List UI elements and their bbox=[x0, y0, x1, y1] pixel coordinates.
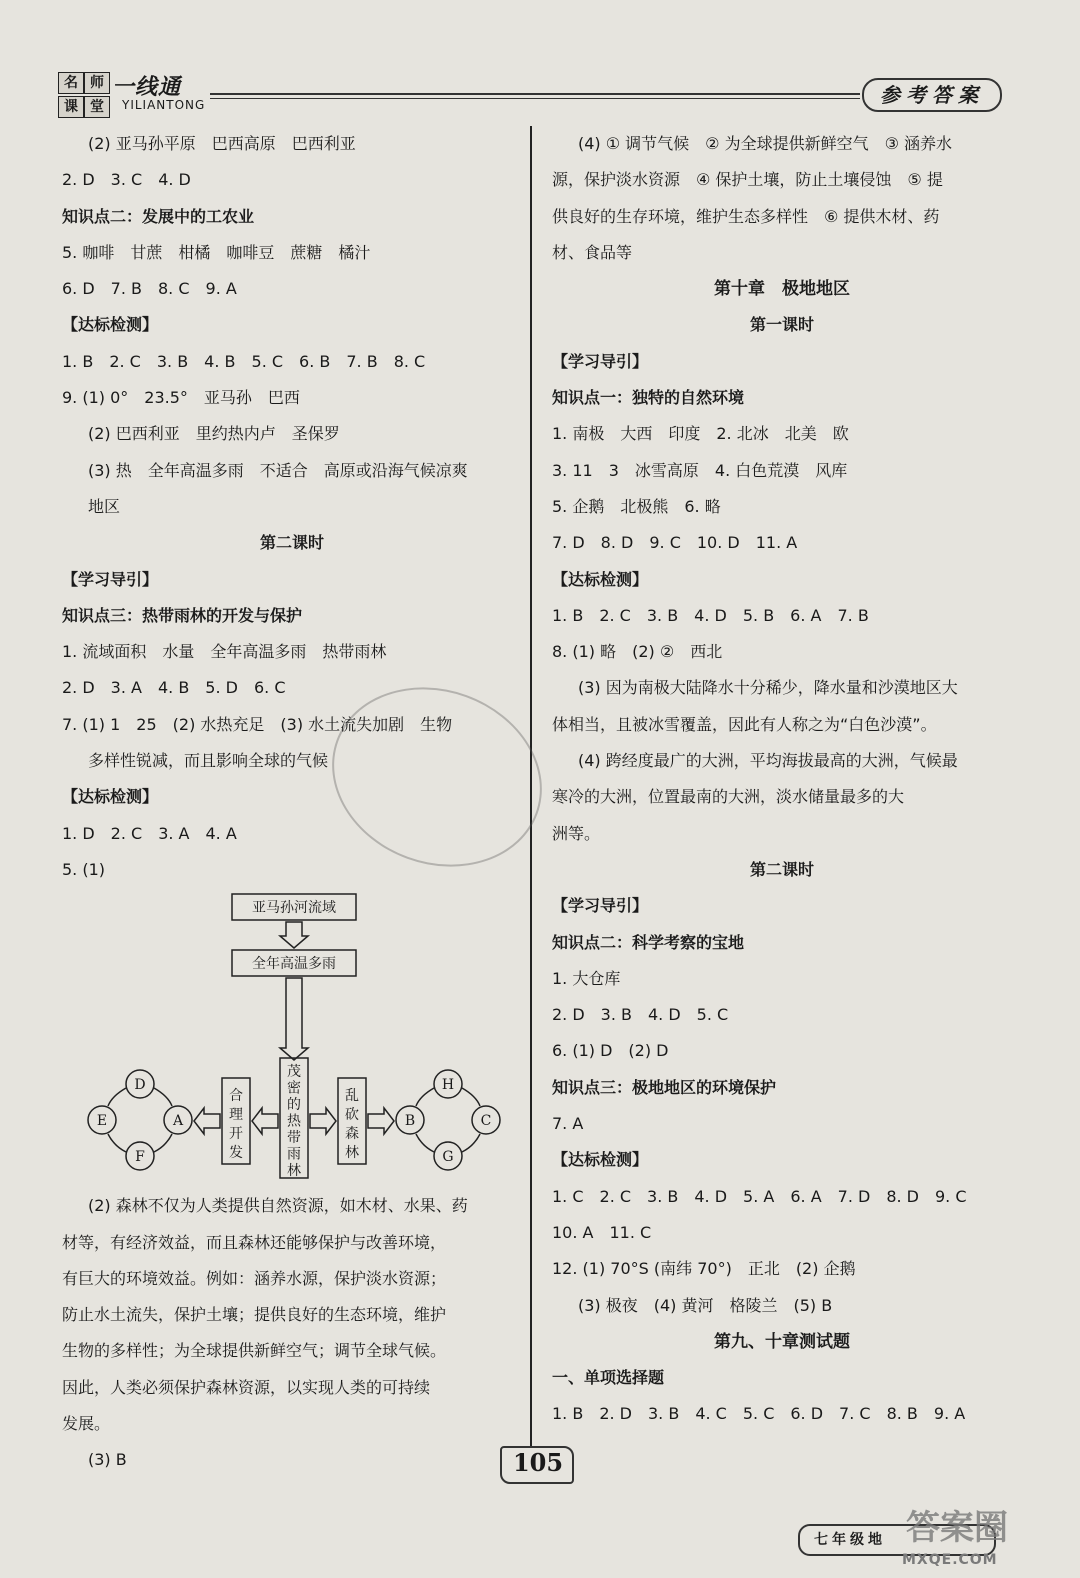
answer-line: 1. B 2. D 3. B 4. C 5. C 6. D 7. C 8. B 9. A bbox=[552, 1404, 966, 1424]
answer-line: 3. 11 3 冰雪高原 4. 白色荒漠 风库 bbox=[552, 460, 848, 480]
answer-line: 7. D 8. D 9. C 10. D 11. A bbox=[552, 533, 798, 553]
circle-label: G bbox=[442, 1149, 454, 1166]
section-tag: 参考答案 bbox=[862, 78, 1002, 112]
diagram-right-char: 林 bbox=[345, 1145, 359, 1162]
flow-diagram bbox=[62, 888, 522, 1188]
diagram-center-char: 林 bbox=[287, 1163, 301, 1180]
diagram-left-char: 合 bbox=[229, 1088, 243, 1105]
grade-tag: 七年级地 bbox=[798, 1524, 996, 1556]
section-heading: 【达标检测】 bbox=[552, 1150, 649, 1170]
cycle-arrow bbox=[154, 1134, 172, 1152]
answer-line: 6. D 7. B 8. C 9. A bbox=[62, 279, 237, 299]
answer-line: 因此，人类必须保护森林资源，以实现人类的可持续 bbox=[62, 1377, 431, 1397]
cycle-arrow bbox=[416, 1134, 434, 1152]
circle-label: B bbox=[404, 1113, 416, 1130]
answer-line: 源，保护淡水资源 ④ 保护土壤，防止土壤侵蚀 ⑤ 提 bbox=[552, 170, 943, 190]
section-heading: 知识点三：热带雨林的开发与保护 bbox=[62, 605, 303, 625]
logo-char: 堂 bbox=[84, 96, 110, 118]
answer-line: 体相当，且被冰雪覆盖，因此有人称之为“白色沙漠”。 bbox=[552, 714, 937, 734]
answer-line: 2. D 3. B 4. D 5. C bbox=[552, 1005, 729, 1025]
lesson-title: 第二课时 bbox=[259, 533, 324, 553]
cycle-arrow bbox=[108, 1134, 126, 1152]
diagram-center-char: 密 bbox=[287, 1080, 301, 1097]
answer-line: 8. (1) 略 (2) ② 西北 bbox=[552, 642, 723, 662]
section-heading: 一、单项选择题 bbox=[552, 1368, 665, 1388]
answer-line: 12. (1) 70°S (南纬 70°) 正北 (2) 企鹅 bbox=[552, 1259, 856, 1279]
answer-line: 1. 南极 大西 印度 2. 北冰 北美 欧 bbox=[552, 424, 849, 444]
answer-line: (3) B bbox=[88, 1450, 127, 1470]
circle-label: A bbox=[172, 1113, 184, 1130]
answer-line: (4) ① 调节气候 ② 为全球提供新鲜空气 ③ 涵养水 bbox=[578, 134, 953, 153]
answer-line: 5. 企鹅 北极熊 6. 略 bbox=[552, 496, 721, 516]
header-rule bbox=[210, 93, 860, 99]
section-heading: 【达标检测】 bbox=[62, 315, 159, 335]
diagram-right-char: 砍 bbox=[345, 1107, 359, 1124]
answer-line: 2. D 3. C 4. D bbox=[62, 170, 191, 190]
circle-label: H bbox=[441, 1077, 455, 1094]
circle-label: D bbox=[134, 1077, 146, 1094]
arrow-down-icon bbox=[280, 978, 308, 1060]
answer-line: 2. D 3. A 4. B 5. D 6. C bbox=[62, 678, 286, 698]
circle-label: C bbox=[480, 1113, 492, 1130]
answer-line: 10. A 11. C bbox=[552, 1222, 652, 1242]
answer-line: (2) 亚马孙平原 巴西高原 巴西利亚 bbox=[88, 134, 356, 153]
cycle-arrow bbox=[108, 1088, 126, 1106]
answer-line: (3) 因为南极大陆降水十分稀少，降水量和沙漠地区大 bbox=[578, 678, 958, 698]
answer-line: 材、食品等 bbox=[552, 242, 633, 262]
right-column bbox=[552, 126, 1012, 1433]
diagram-left-char: 发 bbox=[229, 1145, 243, 1162]
answer-line: 9. (1) 0° 23.5° 亚马孙 巴西 bbox=[62, 388, 300, 408]
answer-line: 洲等。 bbox=[552, 823, 601, 843]
diagram-mid-label: 全年高温多雨 bbox=[252, 956, 336, 973]
section-heading: 知识点二：科学考察的宝地 bbox=[552, 932, 745, 952]
section-heading: 知识点三：极地地区的环境保护 bbox=[552, 1077, 777, 1097]
diagram-left-char: 开 bbox=[229, 1126, 243, 1143]
watermark-logo: 答案圈 bbox=[906, 1508, 1008, 1548]
answer-line: 材等，有经济效益，而且森林还能够保护与改善环境， bbox=[62, 1232, 447, 1252]
logo-char: 名 bbox=[58, 72, 84, 94]
answer-line: 1. D 2. C 3. A 4. A bbox=[62, 823, 237, 843]
watermark-url: MXQE.COM bbox=[902, 1552, 998, 1568]
chapter-title: 第十章 极地地区 bbox=[714, 279, 850, 300]
cycle-arrow bbox=[462, 1088, 480, 1106]
section-heading: 【学习导引】 bbox=[552, 351, 649, 371]
answer-line: 5. (1) bbox=[62, 859, 106, 879]
logo-char: 师 bbox=[84, 72, 110, 94]
arrow-right-icon bbox=[368, 1108, 394, 1134]
answer-line: 1. B 2. C 3. B 4. D 5. B 6. A 7. B bbox=[552, 605, 869, 625]
diagram-top-label: 亚马孙河流域 bbox=[252, 900, 336, 917]
answer-line: 供良好的生存环境，维护生态多样性 ⑥ 提供木材、药 bbox=[552, 206, 940, 226]
answer-line: 1. B 2. C 3. B 4. B 5. C 6. B 7. B 8. C bbox=[62, 351, 426, 371]
arrow-left-icon bbox=[194, 1108, 220, 1134]
section-heading: 【学习导引】 bbox=[62, 569, 159, 589]
cycle-arrow bbox=[416, 1088, 434, 1106]
answer-line: 多样性锐减，而且影响全球的气候 bbox=[88, 751, 329, 771]
section-heading: 【达标检测】 bbox=[62, 787, 159, 807]
diagram-right-char: 森 bbox=[345, 1126, 359, 1143]
answer-line: 7. (1) 1 25 (2) 水热充足 (3) 水土流失加剧 生物 bbox=[62, 714, 453, 734]
answer-line: 6. (1) D (2) D bbox=[552, 1041, 669, 1061]
answer-line: 7. A bbox=[552, 1114, 584, 1134]
diagram-left-char: 理 bbox=[229, 1107, 243, 1124]
answer-line: 防止水土流失，保护土壤；提供良好的生态环境，维护 bbox=[62, 1305, 447, 1325]
diagram-center-char: 的 bbox=[287, 1097, 301, 1114]
brand-sub: YILIANTONG bbox=[122, 98, 206, 112]
section-heading: 【达标检测】 bbox=[552, 569, 649, 589]
answer-line: 有巨大的环境效益。例如：涵养水源，保护淡水资源； bbox=[62, 1268, 447, 1288]
section-heading: 【学习导引】 bbox=[552, 896, 649, 916]
diagram-center-char: 热 bbox=[287, 1113, 301, 1130]
logo bbox=[58, 72, 108, 118]
arrow-left-icon bbox=[252, 1108, 278, 1134]
arrow-down-icon bbox=[280, 922, 308, 948]
answer-line: 1. C 2. C 3. B 4. D 5. A 6. A 7. D 8. D 9. C bbox=[552, 1186, 967, 1206]
section-heading: 知识点二：发展中的工农业 bbox=[62, 206, 255, 226]
chapter-title: 第九、十章测试题 bbox=[714, 1331, 850, 1352]
section-heading: 知识点一：独特的自然环境 bbox=[552, 388, 745, 408]
lesson-title: 第二课时 bbox=[749, 859, 814, 879]
lesson-title: 第一课时 bbox=[749, 315, 814, 335]
answer-line: 寒冷的大洲，位置最南的大洲，淡水储量最多的大 bbox=[552, 787, 905, 807]
answer-line: 发展。 bbox=[62, 1414, 111, 1434]
answer-line: 1. 大仓库 bbox=[552, 968, 621, 988]
answer-line: (2) 巴西利亚 里约热内卢 圣保罗 bbox=[88, 424, 340, 444]
answer-line: (3) 热 全年高温多雨 不适合 高原或沿海气候凉爽 bbox=[88, 460, 468, 480]
answer-line: 生物的多样性；为全球提供新鲜空气；调节全球气候。 bbox=[62, 1341, 447, 1361]
page-number: 105 bbox=[512, 1448, 564, 1477]
answer-line: 5. 咖啡 甘蔗 柑橘 咖啡豆 蔗糖 橘汁 bbox=[62, 242, 371, 262]
brand-name: 一线通 bbox=[112, 74, 182, 100]
logo-char: 课 bbox=[58, 96, 84, 118]
page-header bbox=[0, 0, 1080, 118]
circle-label: E bbox=[96, 1113, 108, 1130]
answer-line: (2) 森林不仅为人类提供自然资源，如木材、水果、药 bbox=[88, 1196, 468, 1216]
answer-line: 地区 bbox=[88, 496, 121, 516]
diagram-center-char: 茂 bbox=[287, 1064, 301, 1081]
answer-line: 1. 流域面积 水量 全年高温多雨 热带雨林 bbox=[62, 642, 387, 662]
answer-line: (4) 跨经度最广的大洲，平均海拔最高的大洲，气候最 bbox=[578, 751, 958, 771]
flow-diagram-svg bbox=[62, 888, 522, 1188]
circle-label: F bbox=[135, 1149, 145, 1166]
cycle-arrow bbox=[462, 1134, 480, 1152]
cycle-arrow bbox=[154, 1088, 172, 1106]
answer-line: (3) 极夜 (4) 黄河 格陵兰 (5) B bbox=[578, 1295, 833, 1315]
diagram-center-char: 雨 bbox=[287, 1146, 301, 1163]
diagram-right-char: 乱 bbox=[345, 1088, 359, 1105]
diagram-center-char: 带 bbox=[287, 1130, 301, 1147]
arrow-right-icon bbox=[310, 1108, 336, 1134]
